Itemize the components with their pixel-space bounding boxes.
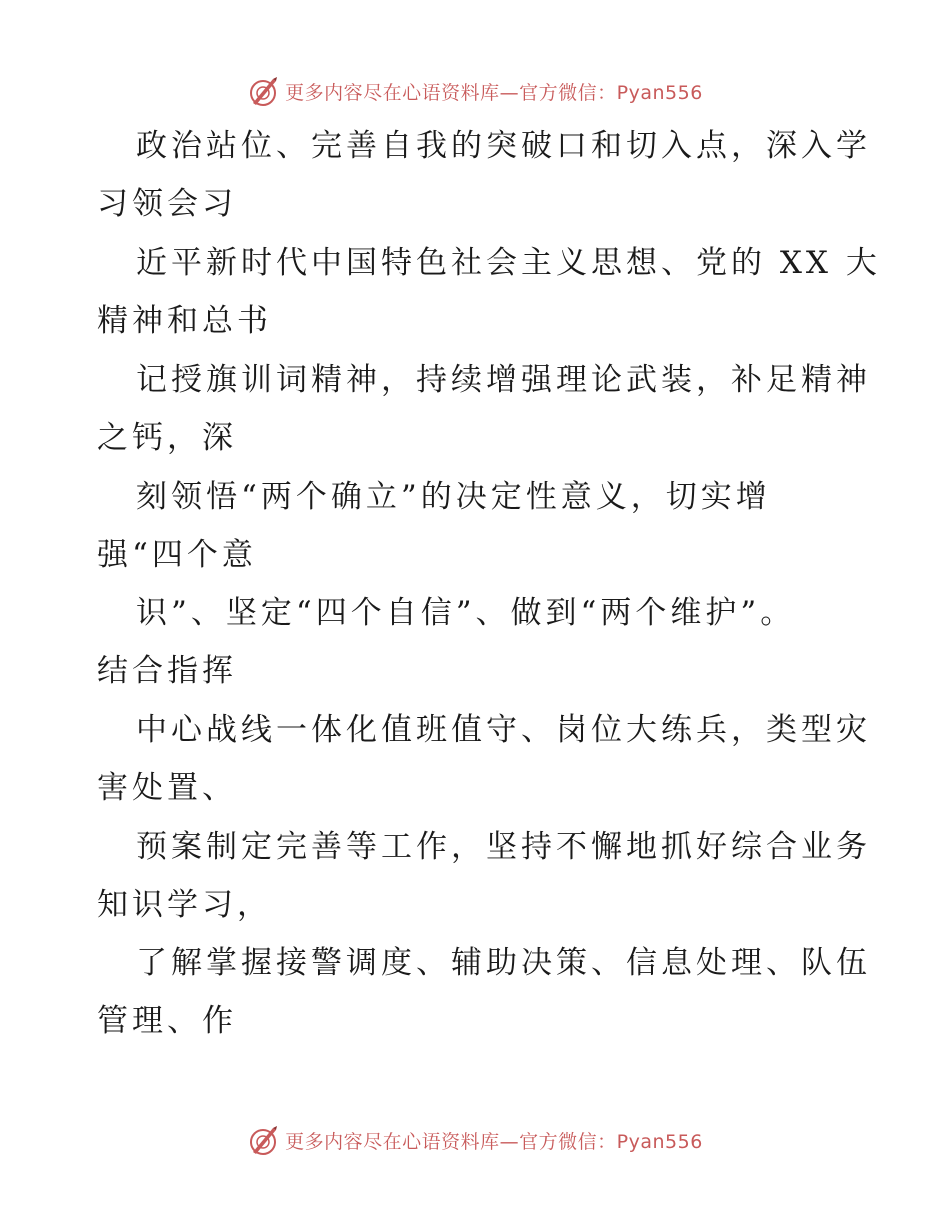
banner-text: 更多内容尽在心语资料库—官方微信：Pyan556 xyxy=(285,81,703,104)
paragraph-8-line-2: 管理、作 xyxy=(97,1003,237,1039)
paragraph-7-line-2: 知识学习， xyxy=(97,887,272,923)
paragraph-5-line-2: 结合指挥 xyxy=(97,653,237,689)
quill-pen-logo-icon xyxy=(247,1124,279,1156)
paragraph-4-line-1: 刻领悟“两个确立”的决定性意义，切实增 xyxy=(136,479,771,515)
paragraph-5-line-1: 识”、坚定“四个自信”、做到“两个维护”。 xyxy=(136,595,796,631)
paragraph-3-line-2: 之钙，深 xyxy=(97,420,237,456)
footer-banner xyxy=(0,1120,950,1160)
header-banner xyxy=(0,71,950,111)
paragraph-8-line-1: 了解掌握接警调度、辅助决策、信息处理、队伍 xyxy=(136,945,871,981)
paragraph-6-line-2: 害处置、 xyxy=(97,770,237,806)
paragraph-1-line-2: 习领会习 xyxy=(97,186,237,222)
paragraph-3-line-1: 记授旗训词精神，持续增强理论武装，补足精神 xyxy=(136,362,871,398)
banner-text: 更多内容尽在心语资料库—官方微信：Pyan556 xyxy=(285,1130,703,1153)
paragraph-2-line-2: 精神和总书 xyxy=(97,303,272,339)
paragraph-7-line-1: 预案制定完善等工作，坚持不懈地抓好综合业务 xyxy=(136,829,871,865)
paragraph-4-line-2: 强“四个意 xyxy=(97,537,257,573)
paragraph-1-line-1: 政治站位、完善自我的突破口和切入点，深入学 xyxy=(136,128,871,164)
paragraph-2-line-1: 近平新时代中国特色社会主义思想、党的 XX 大 xyxy=(136,245,881,281)
quill-pen-logo-icon xyxy=(247,75,279,107)
paragraph-6-line-1: 中心战线一体化值班值守、岗位大练兵，类型灾 xyxy=(136,712,871,748)
